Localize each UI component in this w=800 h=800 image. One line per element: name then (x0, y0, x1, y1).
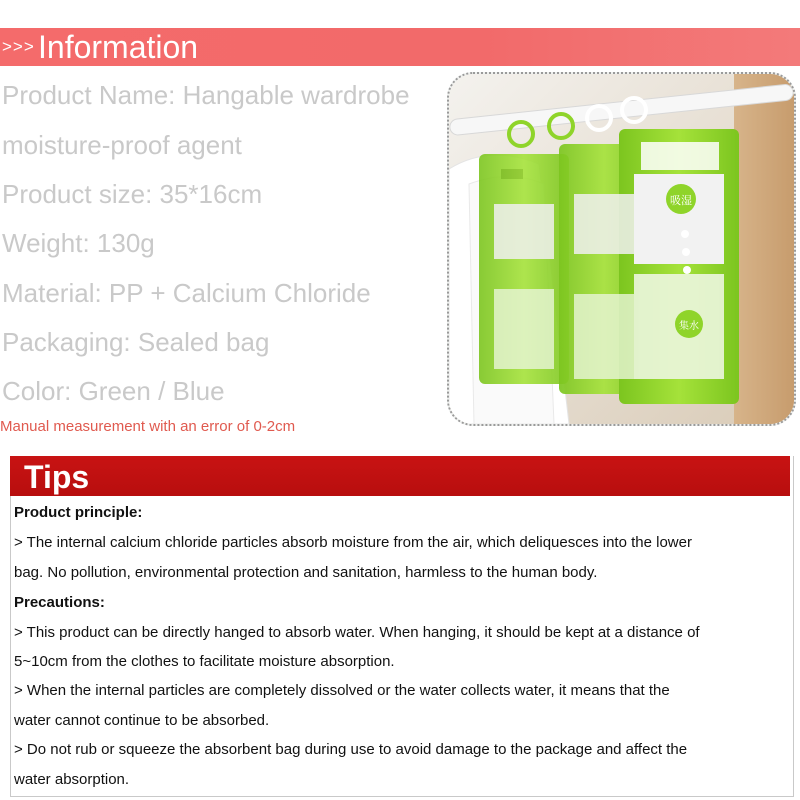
tips-line: > This product can be directly hanged to absorb water. When hanging, it should be kept at a distance of (14, 624, 700, 641)
product-photo (447, 72, 796, 426)
tips-line: 5~10cm from the clothes to facilitate moisture absorption. (14, 653, 395, 670)
spec-product-name-cont: moisture-proof agent (2, 130, 242, 160)
bag-label-top: 吸湿 (670, 194, 692, 207)
hanging-dehumidifier-bags-photo (449, 74, 794, 424)
information-banner (0, 28, 800, 66)
information-title: Information (38, 29, 199, 65)
spec-weight: Weight: 130g (2, 228, 155, 258)
tips-line: > When the internal particles are completely dissolved or the water collects water, it means that the (14, 682, 670, 699)
spec-material: Material: PP + Calcium Chloride (2, 278, 371, 308)
tips-heading-precautions: Precautions: (14, 594, 105, 611)
spec-product-size: Product size: 35*16cm (2, 179, 263, 209)
tips-line: water cannot continue to be absorbed. (14, 712, 270, 729)
spec-color: Color: Green / Blue (2, 376, 225, 406)
tips-line: > Do not rub or squeeze the absorbent bag during use to avoid damage to the package and affect the (14, 741, 688, 758)
tips-line: > The internal calcium chloride particles absorb moisture from the air, which deliquesces into the lower (14, 534, 692, 551)
tips-line: water absorption. (14, 771, 130, 788)
bag-label-bottom: 集水 (679, 321, 699, 332)
spec-packaging: Packaging: Sealed bag (2, 327, 270, 357)
spec-product-name: Product Name: Hangable wardrobe (2, 80, 410, 110)
tips-banner (10, 456, 790, 496)
measurement-note: Manual measurement with an error of 0-2cm (0, 418, 296, 435)
tips-line: bag. No pollution, environmental protection and sanitation, harmless to the human body. (14, 564, 598, 581)
tips-title: Tips (24, 459, 90, 495)
tips-heading-principle: Product principle: (14, 504, 143, 521)
chevron-arrows-icon: >>> (2, 37, 35, 56)
